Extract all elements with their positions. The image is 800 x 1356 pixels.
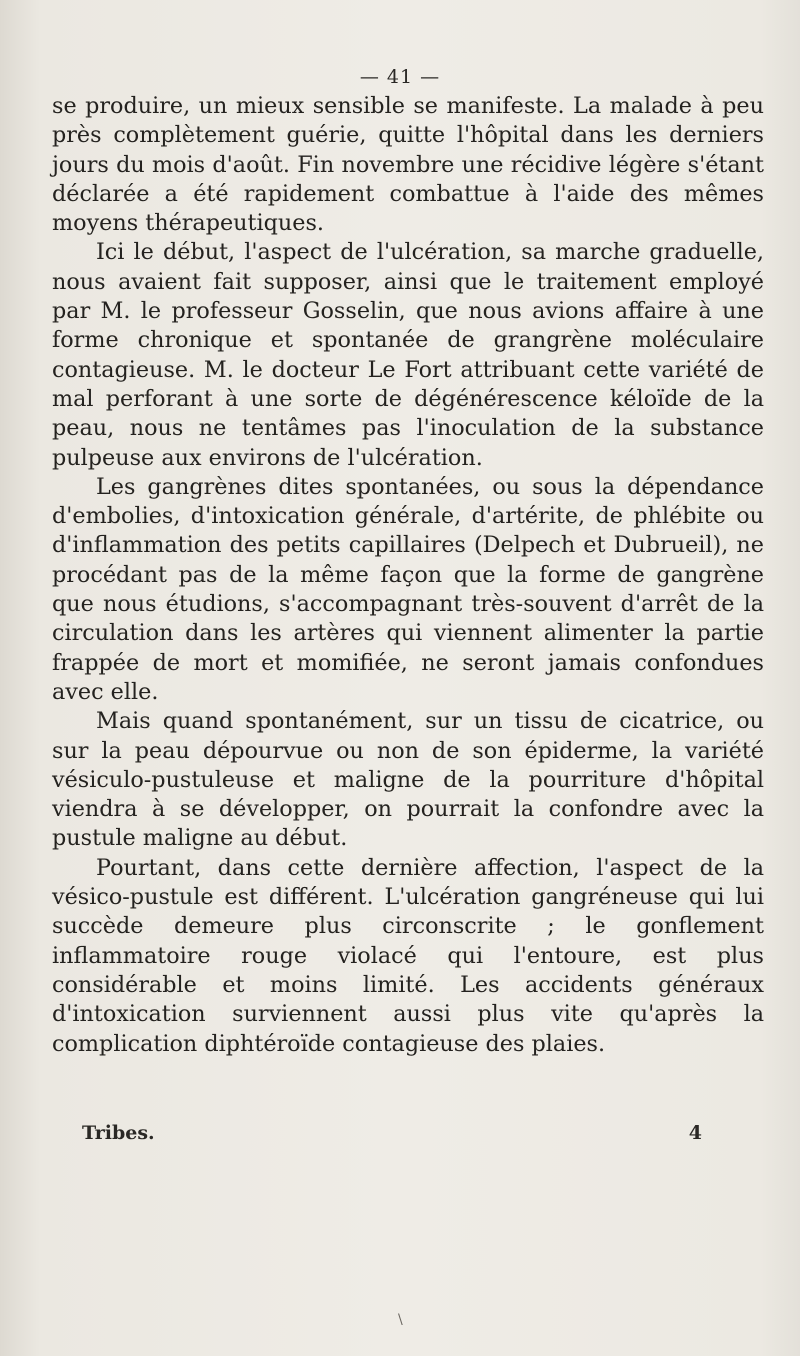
stray-mark: \ xyxy=(398,1312,403,1328)
page-number: — 41 — xyxy=(359,66,441,88)
paragraph-5: Pourtant, dans cette dernière affection, l'aspect de la vésico-pustule est différent. L'ulcération gangréneuse qui lui succède demeure plus circonscrite ; le gonflement inflammatoire rouge violacé qui l'entoure, est plus considérable et moins limité. Les accidents généraux d'intoxication surviennent aussi plus vite qu'après la complication diphtéroïde contagieuse des plaies. xyxy=(52,854,764,1057)
body-text xyxy=(52,92,764,1059)
paragraph-4: Mais quand spontanément, sur un tissu de cicatrice, ou sur la peau dépourvue ou non de son épiderme, la variété vésiculo-pustuleuse et maligne de la pourriture d'hôpital viendra à se développer, on pourrait la confondre avec la pustule maligne au début. xyxy=(52,708,764,852)
sheet-number: 4 xyxy=(688,1122,702,1144)
paragraph-1: se produire, un mieux sensible se manifeste. La malade à peu près complètement guérie, quitte l'hôpital dans les derniers jours du mois d'août. Fin novembre une récidive légère s'étant déclarée a été rapidement combattue à l'aide des mêmes moyens thérapeutiques. xyxy=(52,93,764,237)
paragraph-2: Ici le début, l'aspect de l'ulcération, sa marche graduelle, nous avaient fait supposer, ainsi que le traitement employé par M. le professeur Gosselin, que nous avions affaire à une forme chronique et spontanée de grangrène moléculaire contagieuse. M. le docteur Le Fort attribuant cette variété de mal perforant à une sorte de dégénérescence kéloïde de la peau, nous ne tentâmes pas l'inoculation de la substance pulpeuse aux environs de l'ulcération. xyxy=(52,239,764,471)
paragraph-3: Les gangrènes dites spontanées, ou sous la dépendance d'embolies, d'intoxication générale, d'artérite, de phlébite ou d'inflammation des petits capillaires (Delpech et Dubrueil), ne procédant pas de la même façon que la forme de gangrène que nous étudions, s'accompagnant très-souvent d'arrêt de la circulation dans les artères qui viennent alimenter la partie frappée de mort et momifiée, ne seront jamais confondues avec elle. xyxy=(52,473,764,705)
printer-signature: Tribes. xyxy=(82,1122,155,1144)
page-footer xyxy=(82,1122,702,1144)
